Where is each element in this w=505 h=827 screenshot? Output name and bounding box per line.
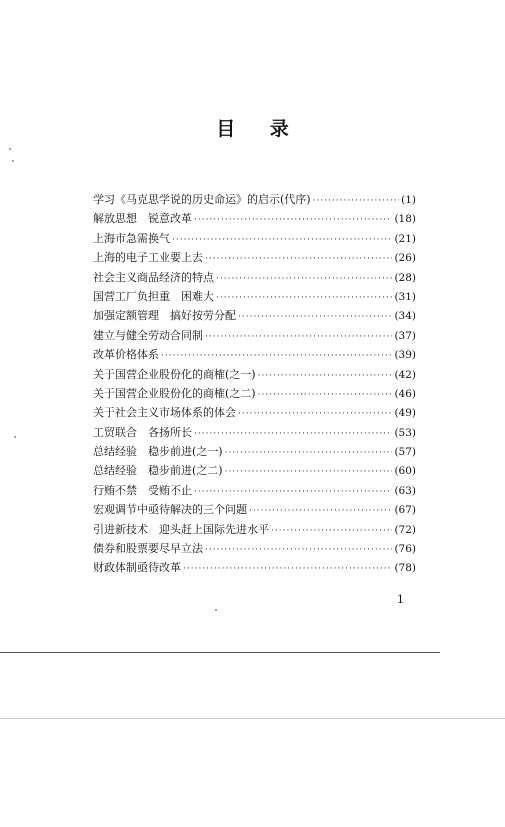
scan-speck [12,160,14,162]
toc-entry-title: 宏观调节中亟待解决的三个问题 [93,503,247,517]
toc-entry-page: (78) [394,562,416,575]
toc-entry [93,306,416,325]
toc-entry-page: (39) [394,349,416,362]
toc-leader [205,250,392,269]
toc-leader [183,560,392,579]
toc-leader [205,328,392,347]
toc-leader [216,270,392,289]
toc-entry-title: 上海的电子工业要上去 [93,251,203,265]
toc-entry [93,365,416,384]
toc-leader [258,367,393,386]
toc-entry [93,384,416,403]
toc-entry-page: (18) [394,213,416,226]
toc-entry-title: 加强定额管理 搞好按劳分配 [93,309,236,323]
toc-leader [172,231,392,250]
toc-entry-title: 债券和股票要尽早立法 [93,542,203,556]
toc-entry [93,500,416,519]
toc-entry-title: 财政体制亟待改革 [93,561,181,575]
toc-entry [93,539,416,558]
toc-entry [93,209,416,228]
toc-leader [238,405,392,424]
toc-entry [93,520,416,539]
toc-entry-title: 关于国营企业股份化的商榷(之一) [93,367,256,381]
toc-entry-title: 社会主义商品经济的特点 [93,270,214,284]
scan-speck [14,436,16,438]
toc-leader [249,502,392,521]
toc-leader [225,463,393,482]
toc-entry-title: 建立与健全劳动合同制 [93,328,203,342]
toc-entry [93,248,416,267]
toc-entry-title: 总结经验 稳步前进(之一) [93,445,223,459]
toc-entry-title: 引进新技术 迎头赶上国际先进水平 [93,522,269,536]
page-edge-line [0,652,440,653]
toc-entry-title: 学习《马克思学说的历史命运》的启示(代序) [93,193,311,206]
toc-leader [271,522,392,541]
toc-entry [93,558,416,577]
toc-entry-page: (1) [401,194,416,206]
toc-leader [225,444,393,463]
toc-entry-page: (46) [394,387,416,400]
toc-leader [194,425,392,444]
toc-entry-title: 关于社会主义市场体系的体会 [93,406,236,420]
toc-entry-page: (28) [394,271,416,284]
toc-leader [258,386,393,405]
toc-entry [93,481,416,500]
page-number: 1 [397,593,404,606]
toc-leader [194,211,392,230]
scan-speck [215,609,217,611]
toc-entry-title: 总结经验 稳步前进(之二) [93,464,223,478]
toc-entry-page: (76) [394,543,416,556]
toc-entry-page: (31) [394,290,416,303]
toc-leader [216,289,392,308]
toc-entry [93,229,416,248]
toc-entry-page: (60) [394,465,416,478]
toc-entry-page: (63) [394,484,416,497]
toc-entry-page: (49) [394,407,416,420]
toc-entry-page: (57) [394,446,416,459]
toc-entry [93,190,416,209]
toc-entry-title: 工贸联合 各扬所长 [93,425,192,439]
toc-entry-page: (34) [394,310,416,323]
toc-entry-title: 改革价格体系 [93,348,159,362]
toc-entry-page: (42) [394,368,416,381]
toc-leader [313,192,400,211]
scan-speck [9,148,11,150]
toc-entry [93,423,416,442]
toc-entry [93,326,416,345]
toc-entry-page: (53) [394,426,416,439]
toc-entry [93,461,416,480]
toc-entry-title: 上海市急需换气 [93,231,170,245]
scan-edge-line [0,718,505,719]
toc-entry-title: 行贿不禁 受贿不止 [93,483,192,497]
toc-entry-page: (37) [394,329,416,342]
page-title: 目 录 [216,118,303,140]
toc-entry [93,345,416,364]
toc-entry-title: 关于国营企业股份化的商榷(之二) [93,386,256,400]
toc-leader [205,541,392,560]
toc-entry-page: (72) [394,523,416,536]
toc-entry [93,287,416,306]
toc-entry [93,442,416,461]
toc-entry-page: (26) [394,252,416,265]
toc-entry-page: (21) [394,232,416,245]
toc-entry-title: 国营工厂负担重 困难大 [93,289,214,303]
toc-entry-page: (67) [394,504,416,517]
toc-leader [238,308,392,327]
toc-entry-title: 解放思想 锐意改革 [93,212,192,226]
table-of-contents [93,190,416,578]
toc-entry [93,403,416,422]
toc-entry [93,268,416,287]
